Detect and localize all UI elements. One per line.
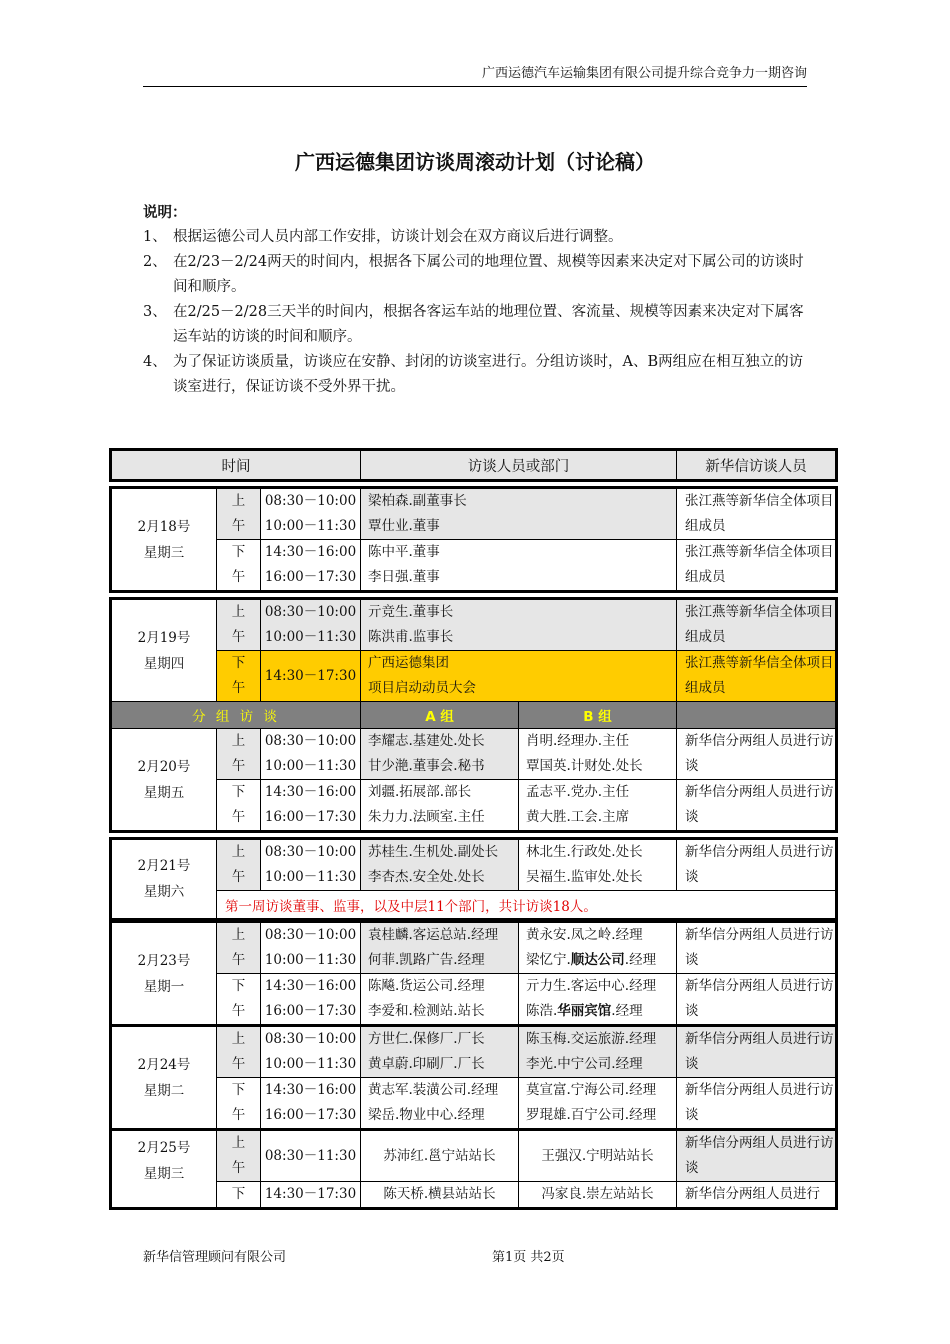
note-text: 在2/23－2/24两天的时间内，根据各下属公司的地理位置、规模等因素来决定对下属公司的访谈时间和顺序。 <box>173 254 804 295</box>
time-slot: 10:00－11:30 <box>264 518 357 534</box>
ampm-char: 午 <box>231 1107 246 1123</box>
time-cell <box>261 488 361 540</box>
table-row <box>111 729 837 780</box>
note-item <box>143 350 808 400</box>
header-text: 广西运德汽车运输集团有限公司提升综合竞争力一期咨询 <box>481 66 807 81</box>
time-cell <box>261 974 361 1026</box>
weekday: 星期三 <box>143 544 185 561</box>
group-label: 分 组 访 谈 <box>111 702 361 729</box>
time-cell <box>261 839 361 891</box>
ampm-cell <box>217 488 261 540</box>
group-a-label: A 组 <box>361 702 519 729</box>
table-row <box>111 891 837 920</box>
date-cell <box>111 488 217 592</box>
table-gap <box>111 481 837 488</box>
ampm-cell <box>217 599 261 651</box>
ampm-char: 上 <box>231 1135 246 1151</box>
interviewee: 黄志军.装潢公司.经理 <box>368 1082 499 1098</box>
ampm-cell <box>217 922 261 974</box>
date-cell <box>111 1130 217 1209</box>
group-b-label: B 组 <box>519 702 677 729</box>
interviewee: 刘疆.拓展部.部长 <box>368 784 472 800</box>
table-gap <box>111 592 837 599</box>
interviewee: 李光.中宁公司.经理 <box>526 1056 643 1072</box>
ampm-char: 上 <box>231 493 246 509</box>
people-cell <box>361 488 677 540</box>
group-empty <box>677 702 837 729</box>
time-slot: 16:00－17:30 <box>264 1003 357 1019</box>
ampm-char: 午 <box>231 518 246 534</box>
group-b-cell: 王强汉.宁明站站长 <box>519 1130 677 1182</box>
ampm-cell <box>217 974 261 1026</box>
group-a-cell: 苏沛红.邕宁站站长 <box>361 1130 519 1182</box>
table-row <box>111 1182 837 1209</box>
interviewee: 何菲.凯路广告.经理 <box>368 952 485 968</box>
group-b-cell <box>519 974 677 1026</box>
interviewee-company: 顺达公司 <box>570 952 625 968</box>
ampm-cell <box>217 1078 261 1130</box>
date: 2月25号 <box>137 1140 191 1156</box>
ampm-char: 午 <box>231 629 246 645</box>
interviewee: 袁桂麟.客运总站.经理 <box>368 927 499 943</box>
time-slot: 14:30－16:00 <box>264 784 357 800</box>
weekday: 星期一 <box>143 978 185 995</box>
time-slot: 16:00－17:30 <box>264 809 357 825</box>
interviewee: 陈飚.货运公司.经理 <box>368 978 485 994</box>
interviewee: 黄永安.凤之岭.经理 <box>526 927 643 943</box>
ampm-char: 下 <box>231 1186 246 1202</box>
interviewee: 覃国英.计财处.处长 <box>526 758 643 774</box>
time-cell <box>261 1026 361 1078</box>
ampm-cell <box>217 839 261 891</box>
ampm-char: 午 <box>231 758 246 774</box>
group-a-cell <box>361 780 519 832</box>
interviewee-title: .经理 <box>624 952 657 968</box>
time-cell: 08:30－11:30 <box>261 1130 361 1182</box>
date: 2月19号 <box>137 629 191 646</box>
note-number: 4、 <box>143 354 167 370</box>
time-slot: 08:30－10:00 <box>264 493 357 509</box>
group-a-cell <box>361 974 519 1026</box>
table-row <box>111 540 837 592</box>
time-slot: 14:30－16:00 <box>264 544 357 560</box>
xhx-cell: 新华信分两组人员进行访谈 <box>677 839 837 891</box>
time-slot: 08:30－10:00 <box>264 733 357 749</box>
table-row <box>111 1078 837 1130</box>
people-cell <box>361 540 677 592</box>
ampm-char: 上 <box>231 604 246 620</box>
interviewee: 李爱和.检测站.站长 <box>368 1003 485 1019</box>
time-cell <box>261 780 361 832</box>
note-item <box>143 225 808 250</box>
interviewee: 李杏杰.安全处.处长 <box>368 869 485 885</box>
ampm-char: 下 <box>231 784 246 800</box>
date: 2月23号 <box>137 952 191 969</box>
time-slot: 10:00－11:30 <box>264 758 357 774</box>
time-cell <box>261 540 361 592</box>
interviewee: 莫宣富.宁海公司.经理 <box>526 1082 657 1098</box>
group-a-cell <box>361 729 519 780</box>
interviewee: 亓竞生.董事长 <box>368 604 454 620</box>
ampm-char: 午 <box>231 680 246 696</box>
footer-page-number: 第1页 共2页 <box>492 1250 565 1265</box>
note-text: 根据运德公司人员内部工作安排，访谈计划会在双方商议后进行调整。 <box>173 229 623 245</box>
time-cell <box>261 729 361 780</box>
xhx-cell: 新华信分两组人员进行访谈 <box>677 974 837 1026</box>
time-slot: 08:30－10:00 <box>264 844 357 860</box>
group-a-cell: 陈天桥.横县站站长 <box>361 1182 519 1209</box>
interviewee-name: 梁忆宁. <box>526 952 571 968</box>
time-slot: 08:30－10:00 <box>264 1031 357 1047</box>
notes-section <box>143 200 808 400</box>
interviewee: 方世仁.保修厂.厂长 <box>368 1031 485 1047</box>
xhx-cell: 张江燕等新华信全体项目组成员 <box>677 651 837 702</box>
time-slot: 08:30－10:00 <box>264 927 357 943</box>
time-slot: 08:30－10:00 <box>264 604 357 620</box>
table-row <box>111 1026 837 1078</box>
note-number: 3、 <box>143 304 167 320</box>
header-xhx: 新华信访谈人员 <box>677 450 837 481</box>
group-b-cell <box>519 729 677 780</box>
ampm-cell <box>217 1130 261 1182</box>
ampm-char: 下 <box>231 655 246 671</box>
date: 2月21号 <box>137 858 191 874</box>
ampm-cell <box>217 1026 261 1078</box>
ampm-char: 午 <box>231 952 246 968</box>
ampm-char: 午 <box>231 1003 246 1019</box>
interviewee: 黄大胜.工会.主席 <box>526 809 630 825</box>
note-item <box>143 300 808 350</box>
ampm-char: 上 <box>231 733 246 749</box>
note-item <box>143 250 808 300</box>
date: 2月20号 <box>137 758 191 775</box>
weekday: 星期六 <box>143 884 185 900</box>
ampm-cell <box>217 651 261 702</box>
header-people: 访谈人员或部门 <box>361 450 677 481</box>
interviewee: 李耀志.基建处.处长 <box>368 733 485 749</box>
table-row <box>111 1130 837 1182</box>
group-a-cell <box>361 1026 519 1078</box>
time-slot: 14:30－16:00 <box>264 1082 357 1098</box>
ampm-char: 午 <box>231 569 246 585</box>
interviewee: 广西运德集团 <box>368 655 450 671</box>
xhx-cell: 新华信分两组人员进行 <box>677 1182 837 1209</box>
interviewee <box>526 999 676 1024</box>
ampm-char: 午 <box>231 809 246 825</box>
page-title: 广西运德集团访谈周滚动计划（讨论稿） <box>295 150 655 174</box>
page-header <box>143 64 807 87</box>
table-header-row <box>111 450 837 481</box>
note-text: 在2/25－2/28三天半的时间内，根据各客运车站的地理位置、客流量、规模等因素来决定对下属客运车站的访谈的时间和顺序。 <box>173 304 804 345</box>
interviewee: 黄卓蔚.印刷厂.厂长 <box>368 1056 485 1072</box>
interviewee: 项目启动动员大会 <box>368 680 477 696</box>
date-cell <box>111 1026 217 1130</box>
time-slot: 10:00－11:30 <box>264 629 357 645</box>
xhx-cell: 张江燕等新华信全体项目组成员 <box>677 488 837 540</box>
interviewee-title: .经理 <box>611 1003 643 1019</box>
table-row <box>111 922 837 974</box>
people-cell <box>361 599 677 651</box>
group-b-cell <box>519 1078 677 1130</box>
interviewee: 甘少滟.董事会.秘书 <box>368 758 485 774</box>
week-summary: 第一周访谈董事、监事，以及中层11个部门，共计访谈18人。 <box>217 891 837 920</box>
ampm-char: 下 <box>231 1082 246 1098</box>
ampm-cell <box>217 540 261 592</box>
ampm-cell <box>217 729 261 780</box>
weekday: 星期五 <box>143 784 185 801</box>
time-slot: 16:00－17:30 <box>264 569 357 585</box>
header-time: 时间 <box>111 450 361 481</box>
ampm-char: 午 <box>231 1056 246 1072</box>
note-text: 为了保证访谈质量，访谈应在安静、封闭的访谈室进行。分组访谈时，A、B两组应在相互独立的访谈室进行，保证访谈不受外界干扰。 <box>173 354 804 395</box>
xhx-cell: 新华信分两组人员进行访谈 <box>677 1078 837 1130</box>
group-b-cell <box>519 780 677 832</box>
interviewee: 陈洪甫.监事长 <box>368 629 454 645</box>
group-a-cell <box>361 1078 519 1130</box>
group-b-cell <box>519 922 677 974</box>
group-header-row <box>111 702 837 729</box>
ampm-char: 午 <box>231 1160 246 1176</box>
date-cell <box>111 922 217 1026</box>
xhx-cell: 新华信分两组人员进行访谈 <box>677 1026 837 1078</box>
weekday: 星期三 <box>143 1166 185 1182</box>
notes-heading: 说明： <box>143 204 187 221</box>
time-cell: 14:30－17:30 <box>261 1182 361 1209</box>
group-b-cell <box>519 839 677 891</box>
date: 2月24号 <box>137 1056 191 1073</box>
date-cell <box>111 729 217 832</box>
ampm-char: 下 <box>231 978 246 994</box>
table-row <box>111 599 837 651</box>
group-b-cell <box>519 1026 677 1078</box>
interviewee: 梁柏森.副董事长 <box>368 493 467 509</box>
interviewee: 陈中平.董事 <box>368 544 440 560</box>
ampm-char: 上 <box>231 1031 246 1047</box>
ampm-cell <box>217 1182 261 1209</box>
time-slot: 10:00－11:30 <box>264 952 357 968</box>
table-row <box>111 839 837 891</box>
interviewee-company: 华丽宾馆 <box>557 1003 612 1019</box>
xhx-cell: 新华信分两组人员进行访谈 <box>677 780 837 832</box>
ampm-cell <box>217 780 261 832</box>
note-number: 1、 <box>143 229 167 245</box>
date-cell <box>111 599 217 702</box>
interviewee: 亓力生.客运中心.经理 <box>526 978 657 994</box>
time-slot: 14:30－16:00 <box>264 978 357 994</box>
group-a-cell <box>361 839 519 891</box>
time-slot: 10:00－11:30 <box>264 869 357 885</box>
interviewee: 陈玉梅.交运旅游.经理 <box>526 1031 657 1047</box>
interviewee: 吴福生.监审处.处长 <box>526 869 643 885</box>
schedule-table-week1 <box>109 448 838 921</box>
interviewee: 梁岳.物业中心.经理 <box>368 1107 485 1123</box>
weekday: 星期二 <box>143 1082 185 1099</box>
xhx-cell: 张江燕等新华信全体项目组成员 <box>677 540 837 592</box>
xhx-cell: 张江燕等新华信全体项目组成员 <box>677 599 837 651</box>
table-row <box>111 974 837 1026</box>
interviewee <box>526 948 676 973</box>
ampm-char: 下 <box>231 544 246 560</box>
table-gap <box>111 832 837 839</box>
xhx-cell: 新华信分两组人员进行访谈 <box>677 1130 837 1182</box>
note-number: 2、 <box>143 254 167 270</box>
xhx-cell: 新华信分两组人员进行访谈 <box>677 922 837 974</box>
interviewee-name: 陈浩. <box>526 1003 558 1019</box>
interviewee: 孟志平.党办.主任 <box>526 784 630 800</box>
ampm-char: 上 <box>231 844 246 860</box>
schedule-table-week2 <box>109 920 838 1210</box>
time-cell <box>261 599 361 651</box>
date: 2月18号 <box>137 518 191 535</box>
ampm-char: 上 <box>231 927 246 943</box>
footer-company: 新华信管理顾问有限公司 <box>143 1250 287 1265</box>
time-cell <box>261 1078 361 1130</box>
interviewee: 林北生.行政处.处长 <box>526 844 643 860</box>
table-row <box>111 488 837 540</box>
time-slot: 16:00－17:30 <box>264 1107 357 1123</box>
ampm-char: 午 <box>231 869 246 885</box>
interviewee: 苏桂生.生机处.副处长 <box>368 844 499 860</box>
interviewee: 罗琨雄.百宁公司.经理 <box>526 1107 657 1123</box>
people-cell <box>361 651 677 702</box>
date-cell <box>111 839 217 920</box>
table-row <box>111 780 837 832</box>
xhx-cell: 新华信分两组人员进行访谈 <box>677 729 837 780</box>
interviewee: 李日强.董事 <box>368 569 440 585</box>
group-b-cell: 冯家良.崇左站站长 <box>519 1182 677 1209</box>
group-a-cell <box>361 922 519 974</box>
time-slot: 10:00－11:30 <box>264 1056 357 1072</box>
time-cell: 14:30－17:30 <box>261 651 361 702</box>
table-row <box>111 651 837 702</box>
interviewee: 朱力力.法顾室.主任 <box>368 809 485 825</box>
interviewee: 肖明.经理办.主任 <box>526 733 630 749</box>
interviewee: 覃仕业.董事 <box>368 518 440 534</box>
weekday: 星期四 <box>143 655 185 672</box>
time-cell <box>261 922 361 974</box>
